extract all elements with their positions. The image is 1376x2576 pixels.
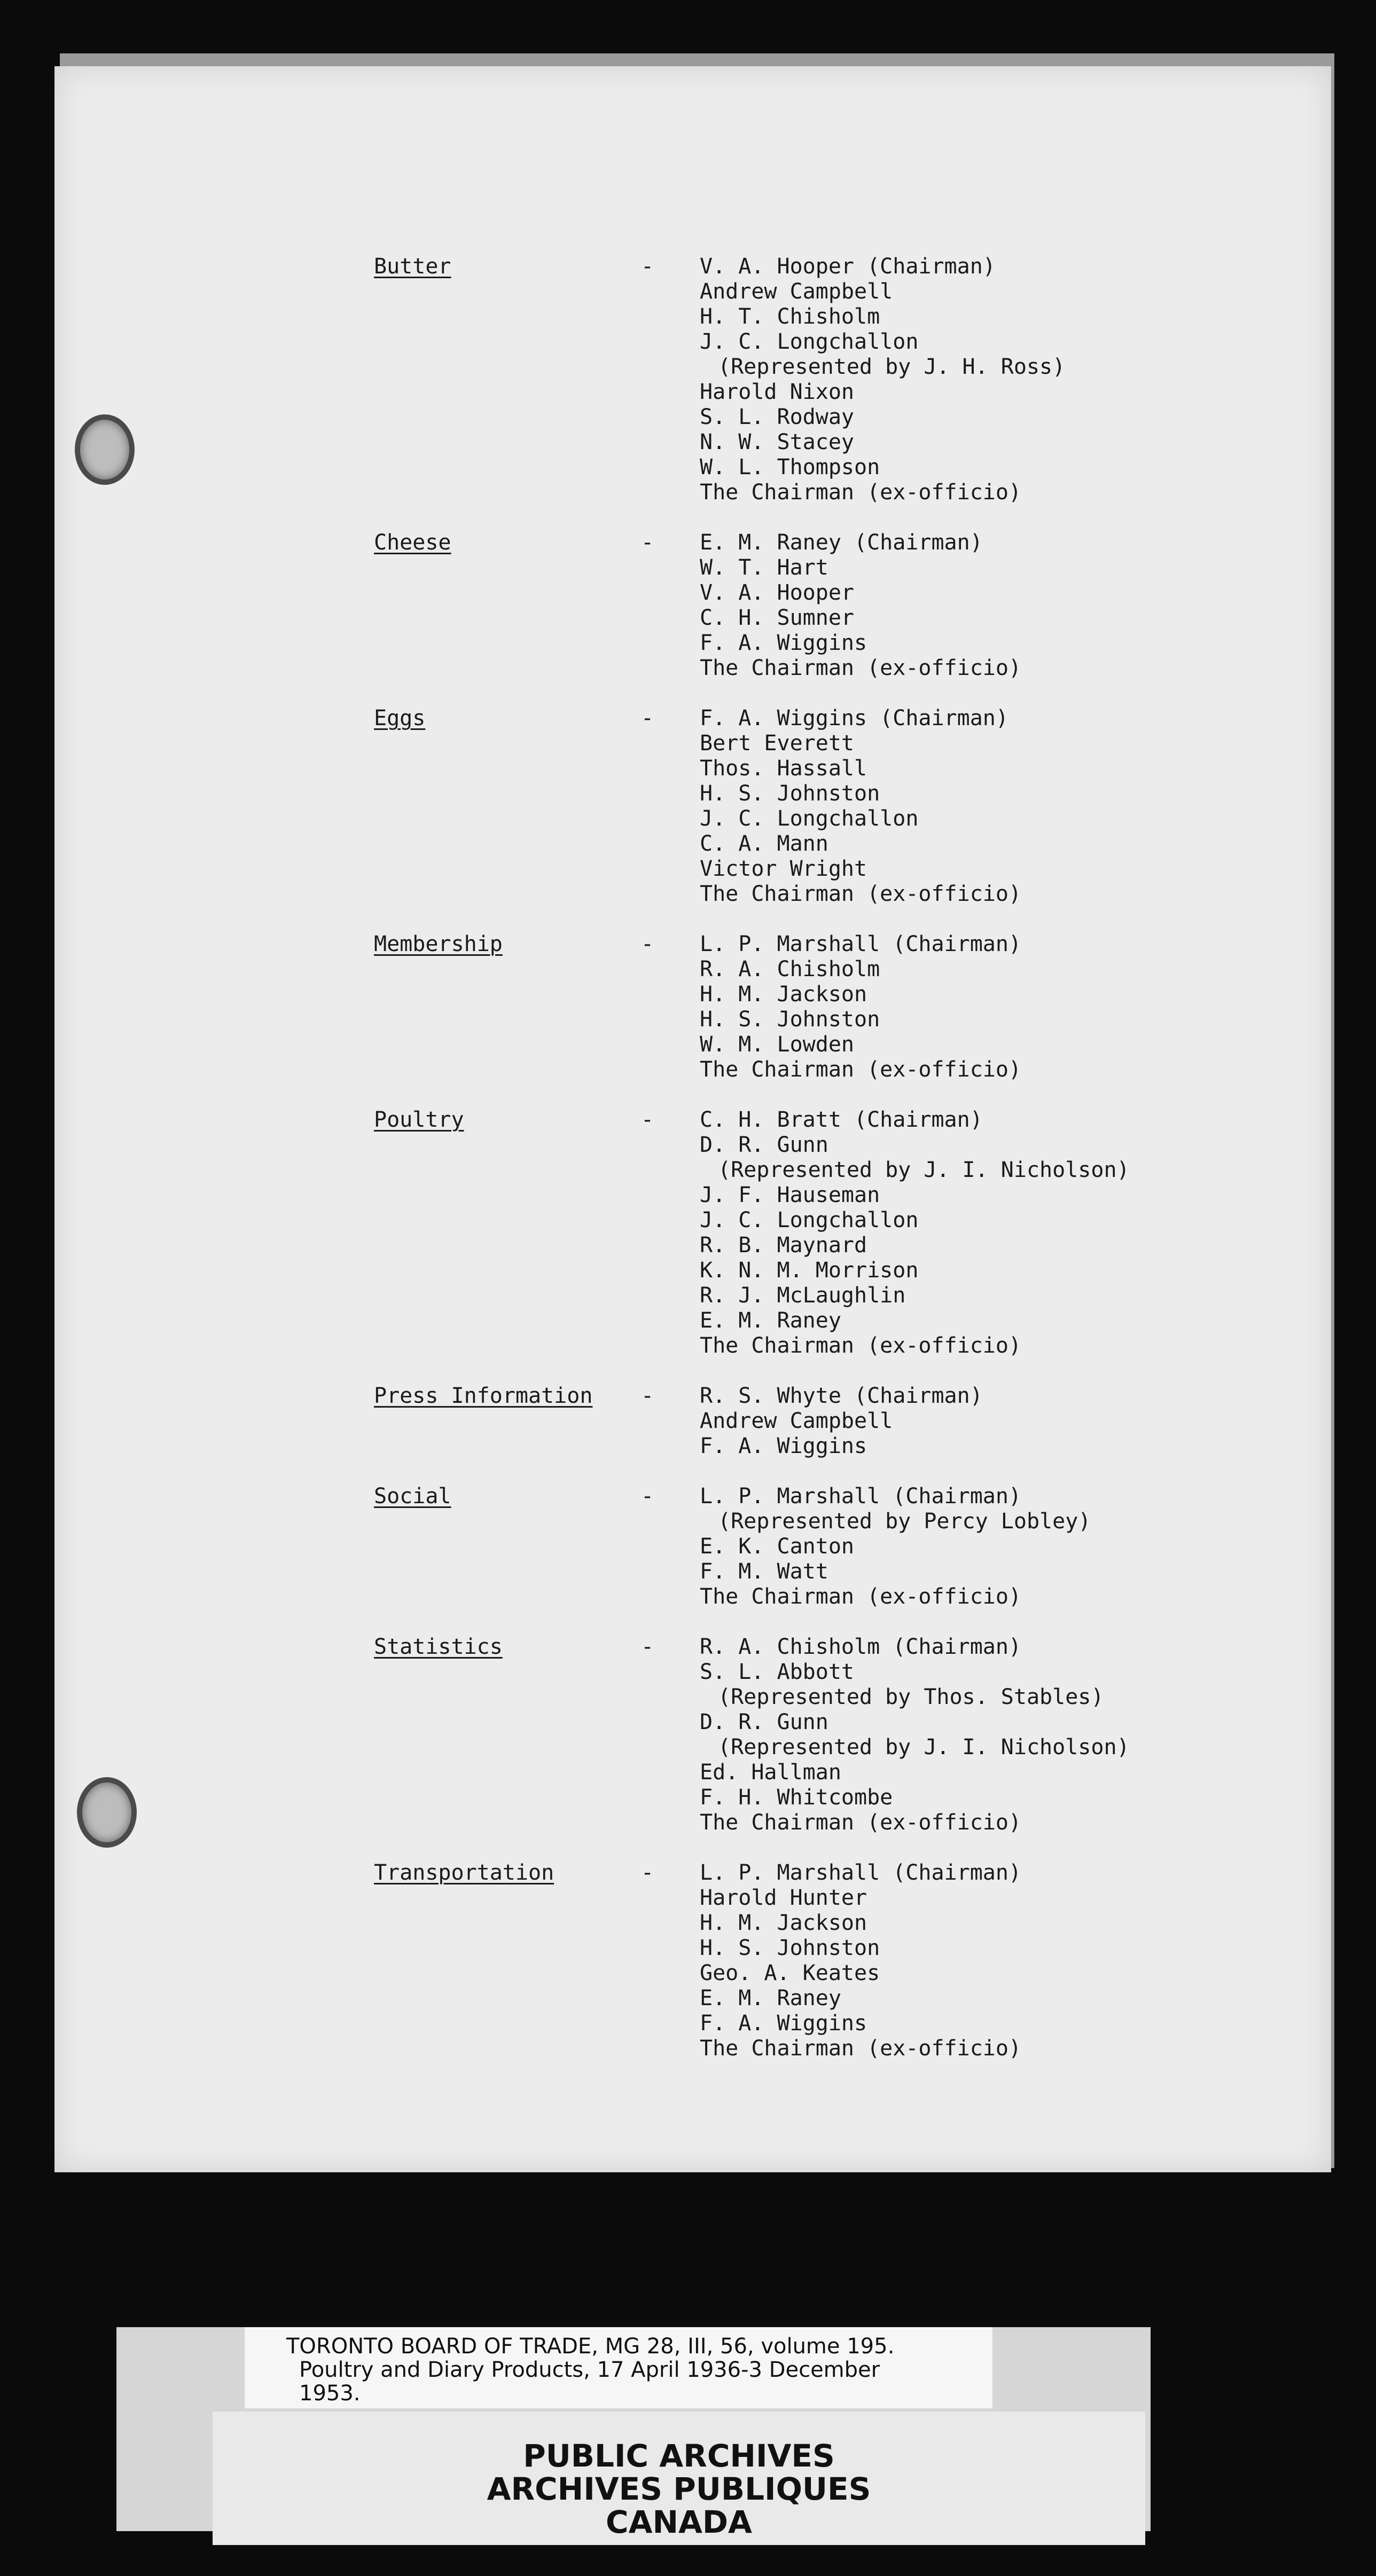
committee-member: F. A. Wiggins (Chairman)	[700, 706, 1008, 731]
committee-member: L. P. Marshall (Chairman)	[700, 1860, 1022, 1885]
committee-dash: -	[641, 530, 654, 555]
committee-member: Victor Wright	[700, 857, 867, 881]
committee-name: Membership	[374, 932, 503, 956]
committee-member: W. M. Lowden	[700, 1032, 854, 1057]
committee-dash: -	[641, 1108, 654, 1132]
committee-member: C. H. Sumner	[700, 606, 854, 630]
committee-member: J. C. Longchallon	[700, 1208, 919, 1232]
committee-member: F. A. Wiggins	[700, 631, 867, 655]
committee-member: H. T. Chisholm	[700, 304, 880, 329]
committee-member: V. A. Hooper	[700, 580, 854, 605]
committee-member: F. A. Wiggins	[700, 2011, 867, 2036]
committee-member: R. S. Whyte (Chairman)	[700, 1384, 983, 1408]
committee-member: The Chairman (ex-officio)	[700, 882, 1022, 906]
committee-name: Butter	[374, 254, 451, 279]
stamp-line: PUBLIC ARCHIVES	[523, 2438, 835, 2474]
committee-member: D. R. Gunn	[700, 1133, 828, 1157]
committee-members	[700, 1108, 1303, 1358]
committee-dash: -	[641, 1484, 654, 1509]
committee-membership	[374, 932, 1303, 1082]
committee-member: Thos. Hassall	[700, 756, 867, 781]
committee-member: H. M. Jackson	[700, 1911, 867, 1935]
committee-member: The Chairman (ex-officio)	[700, 1057, 1022, 1082]
committee-member: H. S. Johnston	[700, 1007, 880, 1032]
committee-members	[700, 530, 1303, 681]
committee-transportation	[374, 1860, 1303, 2061]
committee-members	[700, 706, 1303, 907]
archives-stamp	[213, 2412, 1145, 2545]
committee-member: W. L. Thompson	[700, 455, 880, 480]
committee-member: H. M. Jackson	[700, 982, 867, 1007]
committee-name: Poultry	[374, 1108, 464, 1132]
committee-member: (Represented by Percy Lobley)	[718, 1509, 1091, 1534]
committee-name: Social	[374, 1484, 451, 1509]
committee-members	[700, 1484, 1303, 1609]
committee-member: The Chairman (ex-officio)	[700, 1333, 1022, 1358]
punch-hole-icon	[77, 1777, 137, 1848]
committee-eggs	[374, 706, 1303, 907]
committee-member: Andrew Campbell	[700, 1409, 893, 1433]
committee-dash: -	[641, 1384, 654, 1408]
committee-member: F. M. Watt	[700, 1559, 828, 1584]
committee-member: W. T. Hart	[700, 555, 828, 580]
committee-press-information	[374, 1384, 1303, 1459]
committee-member: The Chairman (ex-officio)	[700, 656, 1022, 680]
committee-member: E. M. Raney (Chairman)	[700, 530, 983, 555]
committee-member: J. C. Longchallon	[700, 329, 919, 354]
committee-member: Geo. A. Keates	[700, 1961, 880, 1985]
committee-member: (Represented by Thos. Stables)	[718, 1685, 1104, 1709]
committee-member: L. P. Marshall (Chairman)	[700, 932, 1022, 956]
committee-member: L. P. Marshall (Chairman)	[700, 1484, 1022, 1509]
committee-member: N. W. Stacey	[700, 430, 854, 454]
committee-member: H. S. Johnston	[700, 781, 880, 806]
punch-hole-icon	[75, 414, 135, 485]
committee-member: S. L. Abbott	[700, 1660, 854, 1684]
committee-member: D. R. Gunn	[700, 1710, 828, 1734]
committee-member: K. N. M. Morrison	[700, 1258, 919, 1283]
committee-member: The Chairman (ex-officio)	[700, 2036, 1022, 2061]
committee-statistics	[374, 1635, 1303, 1835]
committee-member: H. S. Johnston	[700, 1936, 880, 1960]
committee-members	[700, 932, 1303, 1082]
committee-member: (Represented by J. I. Nicholson)	[718, 1158, 1130, 1182]
committee-member: C. A. Mann	[700, 831, 828, 856]
committee-dash: -	[641, 706, 654, 731]
committee-cheese	[374, 530, 1303, 681]
committee-member: F. A. Wiggins	[700, 1434, 867, 1458]
committee-butter	[374, 254, 1303, 505]
committee-social	[374, 1484, 1303, 1609]
archive-label-line: 1953.	[299, 2381, 361, 2406]
committee-dash: -	[641, 1860, 654, 1885]
committee-member: E. M. Raney	[700, 1308, 841, 1333]
committee-member: C. H. Bratt (Chairman)	[700, 1108, 983, 1132]
committee-name: Press Information	[374, 1384, 593, 1408]
committee-member: R. A. Chisholm	[700, 957, 880, 981]
committee-member: J. C. Longchallon	[700, 806, 919, 831]
committee-member: E. M. Raney	[700, 1986, 841, 2010]
committee-member: The Chairman (ex-officio)	[700, 1810, 1022, 1835]
committee-members	[700, 254, 1303, 505]
committee-member: The Chairman (ex-officio)	[700, 1584, 1022, 1609]
committee-member: Ed. Hallman	[700, 1760, 841, 1785]
committee-dash: -	[641, 932, 654, 956]
committee-list	[374, 254, 1303, 2086]
stamp-line: ARCHIVES PUBLIQUES	[487, 2471, 871, 2507]
committee-name: Cheese	[374, 530, 451, 555]
committee-member: (Represented by J. H. Ross)	[718, 355, 1066, 379]
committee-member: Harold Nixon	[700, 380, 854, 404]
committee-name: Statistics	[374, 1635, 503, 1659]
committee-name: Eggs	[374, 706, 426, 731]
committee-dash: -	[641, 1635, 654, 1659]
committee-member: E. K. Canton	[700, 1534, 854, 1559]
committee-member: Harold Hunter	[700, 1886, 867, 1910]
archive-label-line: Poultry and Diary Products, 17 April 1936-3 December	[299, 2358, 880, 2382]
committee-member: (Represented by J. I. Nicholson)	[718, 1735, 1130, 1760]
committee-member: S. L. Rodway	[700, 405, 854, 429]
committee-members	[700, 1860, 1303, 2061]
archive-reference-label	[245, 2327, 992, 2408]
archive-label-line: TORONTO BOARD OF TRADE, MG 28, III, 56, volume 195.	[286, 2334, 895, 2359]
committee-dash: -	[641, 254, 654, 279]
committee-member: The Chairman (ex-officio)	[700, 480, 1022, 505]
committee-member: V. A. Hooper (Chairman)	[700, 254, 996, 279]
committee-members	[700, 1384, 1303, 1459]
committee-member: F. H. Whitcombe	[700, 1785, 893, 1810]
stamp-line: CANADA	[606, 2504, 752, 2540]
committee-member: R. J. McLaughlin	[700, 1283, 906, 1308]
committee-member: J. F. Hauseman	[700, 1183, 880, 1207]
committee-member: Andrew Campbell	[700, 279, 893, 304]
committee-member: Bert Everett	[700, 731, 854, 756]
committee-member: R. A. Chisholm (Chairman)	[700, 1635, 1022, 1659]
committee-members	[700, 1635, 1303, 1835]
committee-poultry	[374, 1108, 1303, 1358]
committee-member: R. B. Maynard	[700, 1233, 867, 1258]
committee-name: Transportation	[374, 1860, 554, 1885]
